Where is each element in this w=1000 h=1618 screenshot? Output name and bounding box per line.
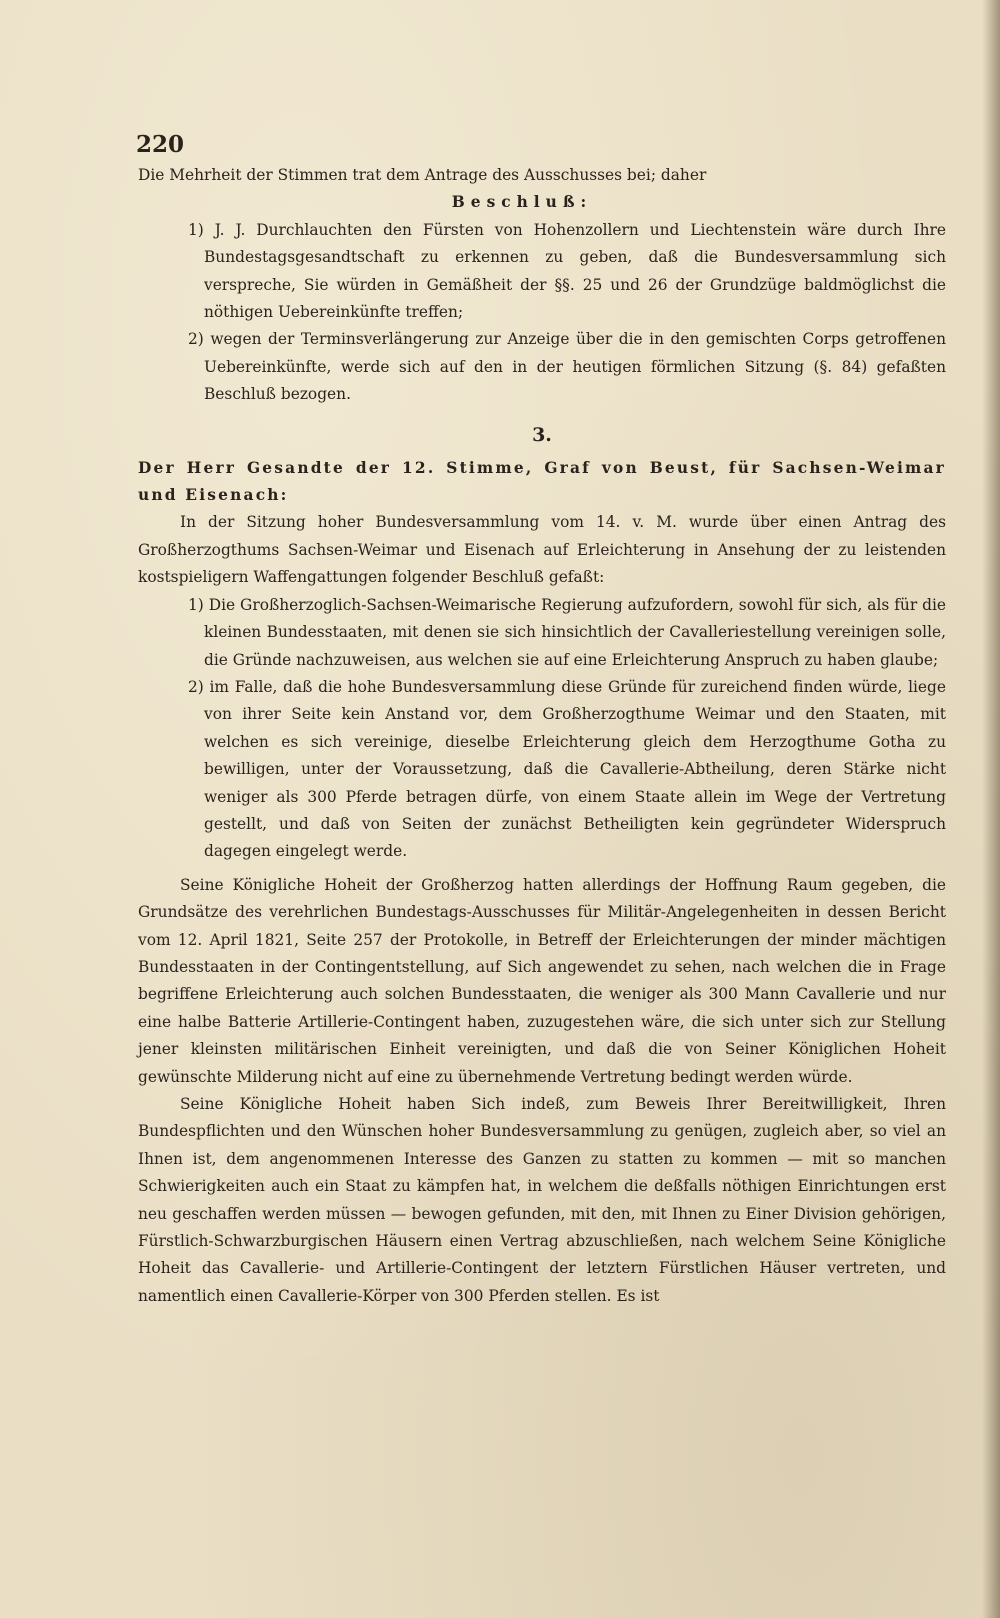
paragraph-sitzung: In der Sitzung hoher Bundesversammlung vom 14. v. M. wurde über einen Antrag des Großherzogthums Sachsen-Weimar und Eisenach auf Erleichterung in Ansehung der zu leistenden kostspieligern Waffengattungen folgender Beschluß gefaßt: xyxy=(138,513,946,587)
beschluss-item: 1) J. J. Durchlauchten den Fürsten von Hohenzollern und Liechtenstein wäre durch Ihre Bundestagsgesandtschaft zu erkennen zu geben, daß die Bundesversammlung sich verspreche, Sie würden in Gemäßheit der §§. 25 und 26 der Grundzüge baldmöglichst die nöthigen Uebereinkünfte treffen; xyxy=(188,220,946,322)
paragraph-hoheit: Seine Königliche Hoheit der Großherzog hatten allerdings der Hoffnung Raum gegeben, die Grundsätze des verehrlichen Bundestags-Ausschusses für Militär-Angelegenheiten in dessen Bericht vom 12. April 1821, Seite 257 der Protokolle, in Betreff der Erleichterungen der minder mächtigen Bundesstaaten in der Contingentstellung, auf Sich angewendet zu sehen, nach welchen die in Frage begriffene Erleichterung auch solchen Bundesstaaten, die weniger als 300 Mann Cavallerie und nur eine halbe Batterie Artillerie-Contingent haben, zuzugestehen wäre, die sich unter sich zur Stellung jener kleinsten militärischen Einheit vereinigten, und daß die von Seiner Königlichen Hoheit gewünschte Milderung nicht auf eine zu übernehmende Vertretung bedingt werden würde. xyxy=(138,875,946,1086)
paragraph-beweis: Seine Königliche Hoheit haben Sich indeß, zum Beweis Ihrer Bereitwilligkeit, Ihren Bundespflichten und den Wünschen hoher Bundesversammlung zu genügen, zugleich aber, so viel an Ihnen ist, dem angenommenen Interesse des Ganzen zu statten zu kommen — mit so manchen Schwierigkeiten auch ein Staat zu kämpfen hat, in welchem die deßfalls nöthigen Einrichtungen erst neu geschaffen werden müssen — bewogen gefunden, mit den, mit Ihnen zu Einer Division gehörigen, Fürstlich-Schwarzburgischen Häusern einen Vertrag abzuschließen, nach welchem Seine Königliche Hoheit das Cavallerie- und Artillerie-Contingent der letztern Fürstlichen Häuser vertreten, und namentlich einen Cavallerie-Körper von 300 Pferden stellen. Es ist xyxy=(138,1095,946,1305)
decision-item: 2) im Falle, daß die hohe Bundesversammlung diese Gründe für zureichend finden würde, liege von ihrer Seite kein Anstand vor, dem Großherzogthume Weimar und den Staaten, mit welchen es sich vereinige, dieselbe Erleichterung gleich dem Herzogthume Gotha zu bewilligen, unter der Voraussetzung, daß die Cavallerie-Abtheilung, deren Stärke nicht weniger als 300 Pferde betragen dürfe, von einem Staate allein im Wege der Vertretung gestellt, und daß von Seiten der zunächst Betheiligten kein gegründeter Widerspruch dagegen eingelegt werde. xyxy=(188,677,946,861)
beschluss-item: 2) wegen der Terminsverlängerung zur Anzeige über die in den gemischten Corps getroffenen Uebereinkünfte, werde sich auf den in der heutigen förmlichen Sitzung (§. 84) gefaßten Beschluß bezogen. xyxy=(188,330,946,404)
decision-item: 1) Die Großherzoglich-Sachsen-Weimarische Regierung aufzufordern, sowohl für sich, als für die kleinen Bundesstaaten, mit denen sie sich hinsichtlich der Cavalleriestellung vereinigen solle, die Gründe nachzuweisen, aus welchen sie auf eine Erleichterung Anspruch zu haben glaube; xyxy=(188,595,946,669)
beschluss-heading: Beschluß: xyxy=(451,193,593,212)
page-text xyxy=(138,128,946,1310)
section-number: 3. xyxy=(532,423,552,446)
page-number: 220 xyxy=(136,131,185,158)
speaker-line: Der Herr Gesandte der 12. Stimme, Graf von Beust, für Sachsen-Weimar und Eisenach: xyxy=(138,458,946,505)
spine-shadow xyxy=(982,0,1000,1618)
intro-line: Die Mehrheit der Stimmen trat dem Antrage des Ausschusses bei; daher xyxy=(138,166,707,184)
